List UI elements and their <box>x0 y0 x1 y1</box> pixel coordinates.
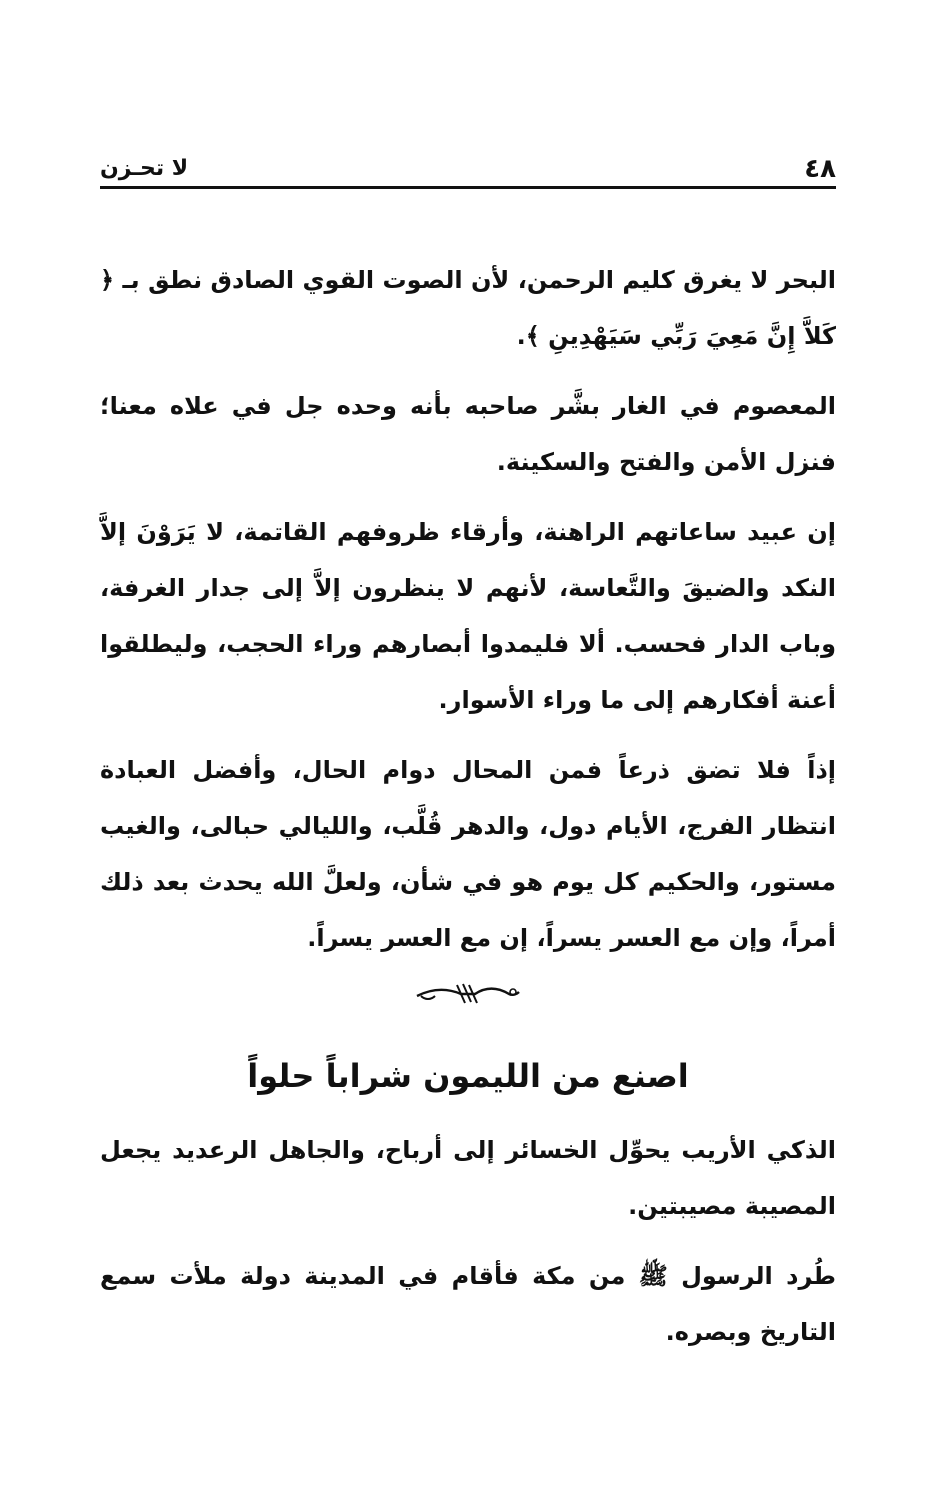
section-title: اصنع من الليمون شراباً حلواً <box>247 1057 689 1095</box>
paragraph-2: المعصوم في الغار بشَّر صاحبه بأنه وحده جل في علاه معنا؛ فنزل الأمن والفتح والسكينة. <box>100 392 836 476</box>
running-title: لا تحـزن <box>100 156 189 181</box>
paragraph-5: الذكي الأريب يحوِّل الخسائر إلى أرباح، والجاهل الرعديد يجعل المصيبة مصيبتين. <box>100 1136 836 1220</box>
page-content <box>100 252 836 1374</box>
paragraph-4: إذاً فلا تضق ذرعاً فمن المحال دوام الحال، وأفضل العبادة انتظار الفرج، الأيام دول، والدهر قُلَّب، والليالي حبالى، والغيب مستور، والحكيم كل يوم هو في شأن، ولعلَّ الله يحدث بعد ذلك أمراً، وإن مع العسر يسراً، إن مع العسر يسراً. <box>100 756 836 952</box>
page-header <box>100 150 836 188</box>
ornament-flourish-icon <box>413 980 523 1006</box>
page-number: ٤٨ <box>804 154 836 184</box>
paragraph-6: طُرد الرسول ﷺ من مكة فأقام في المدينة دولة ملأت سمع التاريخ وبصره. <box>100 1262 836 1346</box>
header-rule <box>100 186 836 189</box>
paragraph-3: إن عبيد ساعاتهم الراهنة، وأرقاء ظروفهم القاتمة، لا يَرَوْنَ إلاَّ النكد والضيقَ والتَّعاسة، لأنهم لا ينظرون إلاَّ إلى جدار الغرفة، وباب الدار فحسب. ألا فليمدوا أبصارهم وراء الحجب، وليطلقوا أعنة أفكارهم إلى ما وراء الأسوار. <box>100 518 836 714</box>
paragraph-1: البحر لا يغرق كليم الرحمن، لأن الصوت القوي الصادق نطق بـ ﴿ كَلاَّ إِنَّ مَعِيَ رَبِّي سَيَهْدِينِ ﴾. <box>100 266 836 350</box>
section-divider-ornament <box>100 980 836 1010</box>
